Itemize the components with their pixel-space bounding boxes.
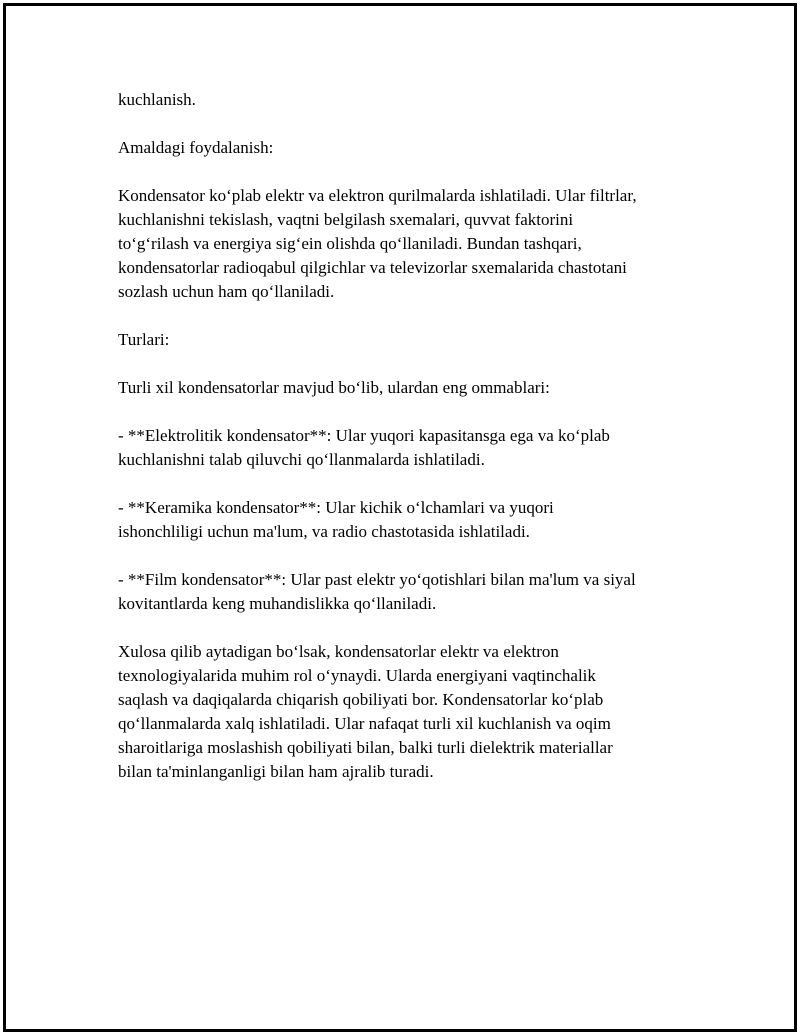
heading-practical-use: Amaldagi foydalanish: bbox=[118, 138, 274, 157]
paragraph-types-intro: Turli xil kondensatorlar mavjud bo‘lib, ulardan eng ommablari: bbox=[118, 378, 550, 397]
paragraph-applications: Kondensator ko‘plab elektr va elektron qurilmalarda ishlatiladi. Ular filtrlar, kuchlanishni tekislash, vaqtni belgilash sxemalari, quvvat faktorini to‘g‘rilash va energiya sig‘ein olishda qo‘llaniladi. Bundan tashqari, kondensatorlar radioqabul qilgichlar va televizorlar sxemalarida chastotani sozlash uchun ham qo‘llaniladi. bbox=[118, 186, 637, 301]
list-item-ceramic: - **Keramika kondensator**: Ular kichik o‘lchamlari va yuqori ishonchliligi uchun ma'lum, va radio chastotasida ishlatiladi. bbox=[118, 498, 554, 541]
heading-types: Turlari: bbox=[118, 330, 170, 349]
list-item-film: - **Film kondensator**: Ular past elektr yo‘qotishlari bilan ma'lum va siyal kovitantlarda keng muhandislikka qo‘llaniladi. bbox=[118, 570, 636, 613]
paragraph-conclusion: Xulosa qilib aytadigan bo‘lsak, kondensatorlar elektr va elektron texnologiyalarida muhim rol o‘ynaydi. Ularda energiyani vaqtinchalik saqlash va daqiqalarda chiqarish qobiliyati bor. Kondensatorlar ko‘plab qo‘llanmalarda xalq ishlatiladi. Ular nafaqat turli xil kuchlanish va oqim sharoitlariga moslashish qobiliyati bilan, balki turli dielektrik materiallar bilan ta'minlanganligi bilan ham ajralib turadi. bbox=[118, 642, 613, 781]
document-body bbox=[118, 88, 698, 808]
list-item-electrolytic: - **Elektrolitik kondensator**: Ular yuqori kapasitansga ega va ko‘plab kuchlanishni talab qiluvchi qo‘llanmalarda ishlatiladi. bbox=[118, 426, 610, 469]
paragraph-intro-fragment: kuchlanish. bbox=[118, 90, 196, 109]
